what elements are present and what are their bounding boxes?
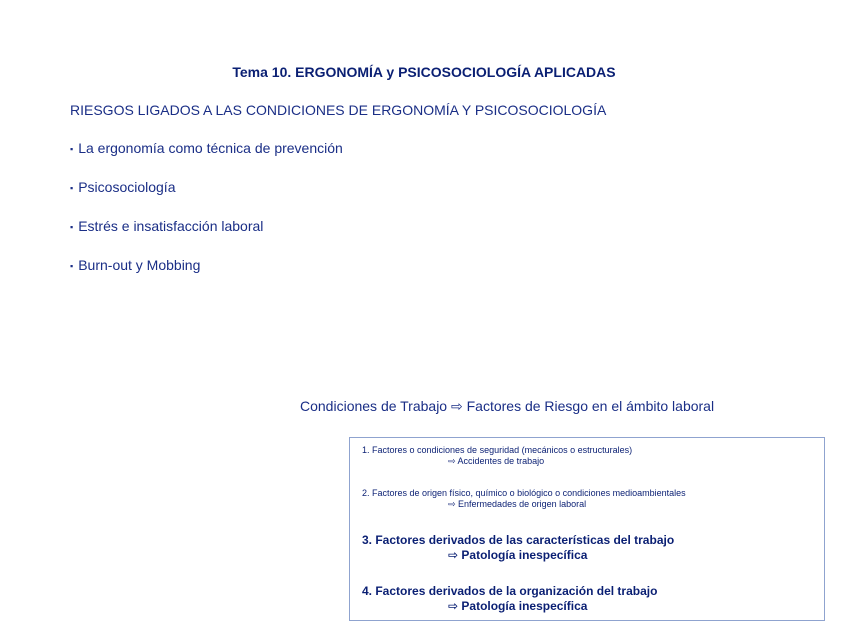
factor-item — [362, 488, 686, 510]
page-title: Tema 10. ERGONOMÍA y PSICOSOCIOLOGÍA APLICADAS — [232, 64, 616, 80]
factor-text: 4. Factores derivados de la organización del trabajo — [362, 584, 658, 598]
list-item — [70, 140, 343, 179]
factor-item — [362, 584, 657, 614]
factor-result: ⇨ Enfermedades de origen laboral — [448, 499, 587, 509]
factor-item — [362, 445, 632, 467]
factor-text: 2. Factores de origen físico, químico o biológico o condiciones medioambientales — [362, 488, 686, 498]
factor-result: ⇨ Accidentes de trabajo — [448, 456, 545, 466]
list-item-text: La ergonomía como técnica de prevención — [78, 140, 343, 156]
factor-text: 1. Factores o condiciones de seguridad (mecánicos o estructurales) — [362, 445, 633, 455]
list-item — [70, 257, 343, 296]
bullet-icon: ▪ — [70, 144, 74, 154]
section-subtitle: RIESGOS LIGADOS A LAS CONDICIONES DE ERGONOMÍA Y PSICOSOCIOLOGÍA — [70, 102, 607, 118]
bullet-icon: ▪ — [70, 261, 74, 271]
risk-factors-box — [349, 437, 825, 621]
bullet-icon: ▪ — [70, 222, 74, 232]
factor-item — [362, 533, 674, 563]
list-item-text: Psicosociología — [78, 179, 176, 195]
list-item — [70, 179, 343, 218]
topic-list — [70, 140, 343, 296]
factor-result: ⇨ Patología inespecífica — [448, 548, 588, 562]
factor-result: ⇨ Patología inespecífica — [448, 599, 588, 613]
list-item — [70, 218, 343, 257]
list-item-text: Estrés e insatisfacción laboral — [78, 218, 264, 234]
factor-text: 3. Factores derivados de las características del trabajo — [362, 533, 675, 547]
bullet-icon: ▪ — [70, 183, 74, 193]
list-item-text: Burn-out y Mobbing — [78, 257, 201, 273]
conditions-heading: Condiciones de Trabajo ⇨ Factores de Riesgo en el ámbito laboral — [300, 398, 715, 414]
